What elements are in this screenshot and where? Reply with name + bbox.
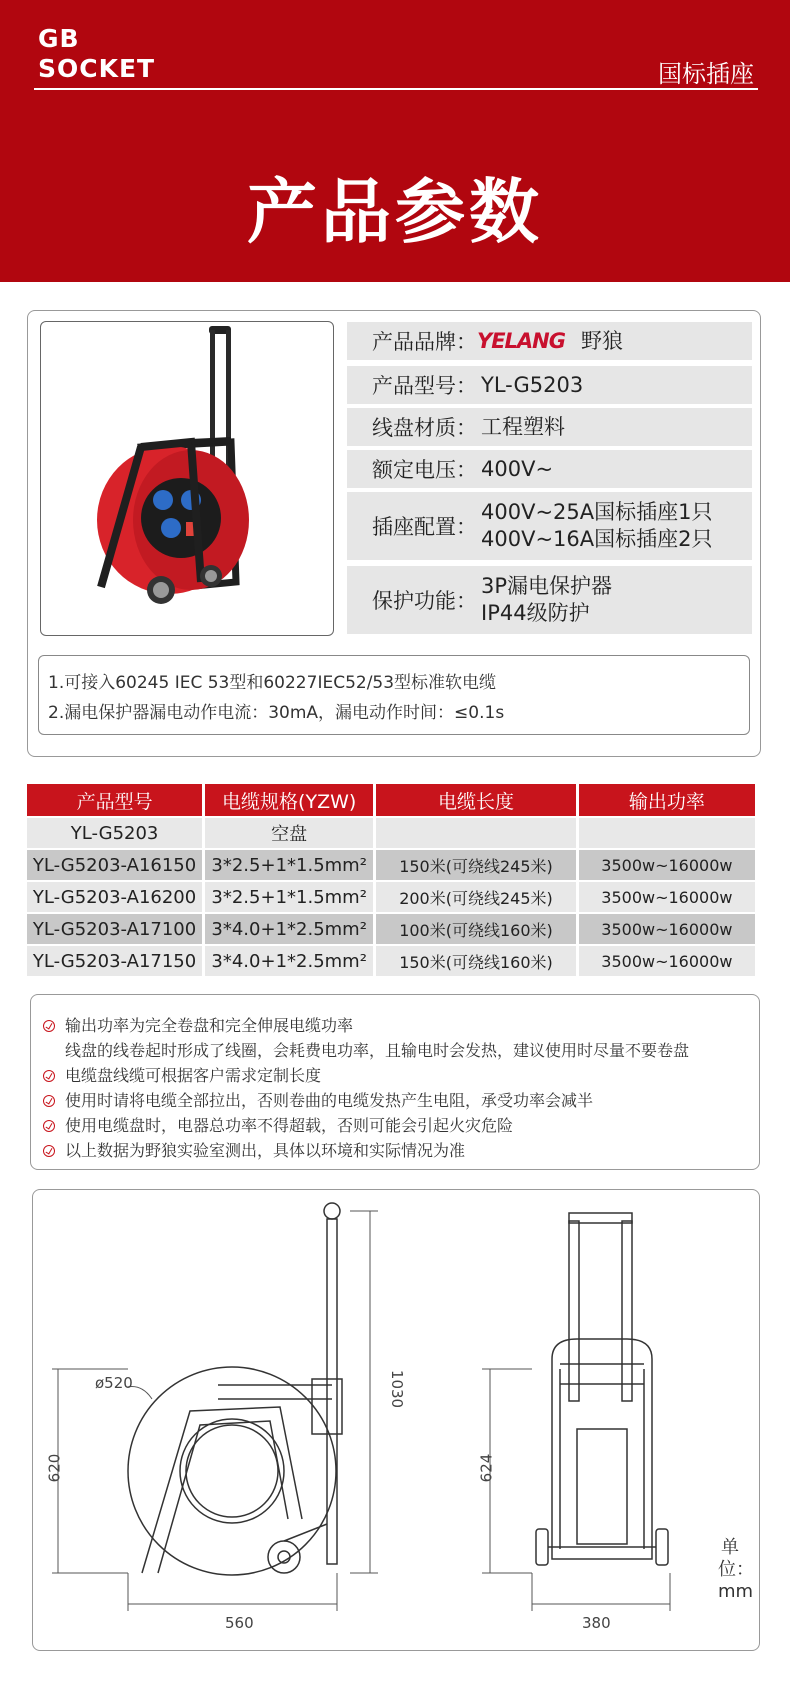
- spec-value: 400V~: [481, 456, 554, 481]
- table-cell: 3*2.5+1*1.5mm²: [205, 850, 373, 880]
- table-cell: 100米(可绕线160米): [376, 914, 576, 944]
- usage-note: [43, 1113, 759, 1138]
- spec-value: 工程塑料: [481, 414, 565, 439]
- spec-value: [481, 499, 713, 553]
- check-circle-icon: [43, 1120, 55, 1132]
- spec-label: 额定电压：: [372, 458, 477, 482]
- usage-note: [43, 1063, 759, 1088]
- table-cell: 3500w~16000w: [579, 850, 755, 880]
- table-header: 电缆长度: [376, 784, 576, 816]
- header-banner: [0, 0, 790, 282]
- dim-side-width: 560: [225, 1614, 254, 1632]
- spec-voltage-row: [347, 450, 752, 488]
- spec-value-line1: 3P漏电保护器: [481, 574, 613, 598]
- table-row: [27, 882, 755, 912]
- usage-note: [43, 1138, 759, 1163]
- usage-note: [43, 1088, 759, 1113]
- table-row: [27, 946, 755, 976]
- usage-notes-panel: [30, 994, 760, 1170]
- unit-label: 单位：mm: [718, 1537, 754, 1602]
- table-cell: YL-G5203: [27, 818, 202, 848]
- spec-notes: [38, 655, 750, 735]
- spec-value-line2: 400V~16A国标插座2只: [481, 527, 713, 551]
- product-photo: [40, 321, 334, 636]
- spec-brand-row: [347, 322, 752, 360]
- check-circle-icon: [43, 1145, 55, 1157]
- spec-label: 保护功能：: [372, 589, 477, 613]
- tagline: 国标插座: [658, 60, 754, 88]
- page-title: 产品参数: [247, 171, 543, 253]
- table-cell: 3*4.0+1*2.5mm²: [205, 946, 373, 976]
- check-circle-icon: [43, 1070, 55, 1082]
- usage-note-text: 电缆盘线缆可根据客户需求定制长度: [65, 1066, 322, 1085]
- table-cell: 3500w~16000w: [579, 914, 755, 944]
- usage-note-text: 以上数据为野狼实验室测出，具体以环境和实际情况为准: [65, 1141, 466, 1160]
- table-cell: 空盘: [205, 818, 373, 848]
- table-cell: YL-G5203-A16200: [27, 882, 202, 912]
- spec-value-line2: IP44级防护: [481, 601, 590, 625]
- table-cell: 3*4.0+1*2.5mm²: [205, 914, 373, 944]
- header-divider: [34, 88, 758, 90]
- spec-value-line1: 400V~25A国标插座1只: [481, 500, 713, 524]
- table-cell: [376, 818, 576, 848]
- dimension-drawing: [32, 1189, 760, 1651]
- brand-line1: GB: [38, 24, 80, 53]
- usage-note-text: 使用电缆盘时，电器总功率不得超载，否则可能会引起火灾危险: [65, 1116, 514, 1135]
- model-table: [24, 782, 758, 978]
- brand-line2: SOCKET: [38, 54, 156, 83]
- check-circle-icon: [43, 1020, 55, 1032]
- brand-logo: [38, 24, 155, 84]
- table-row: [27, 850, 755, 880]
- table-cell: YL-G5203-A17100: [27, 914, 202, 944]
- spec-value: [481, 573, 612, 627]
- spec-protection-row: [347, 566, 752, 634]
- check-circle-icon: [43, 1095, 55, 1107]
- dim-front-width: 380: [582, 1614, 611, 1632]
- yelang-logo: YELANG: [477, 329, 565, 353]
- spec-note: 1.可接入60245 IEC 53型和60227IEC52/53型标准软电缆: [48, 673, 497, 693]
- spec-label: 线盘材质：: [372, 416, 477, 440]
- table-row: [27, 818, 755, 848]
- spec-label: 插座配置：: [372, 515, 477, 539]
- dim-diameter: ø520: [95, 1374, 133, 1392]
- table-cell: 150米(可绕线160米): [376, 946, 576, 976]
- table-cell: 3500w~16000w: [579, 882, 755, 912]
- usage-note-text: 使用时请将电缆全部拉出，否则卷曲的电缆发热产生电阻，承受功率会减半: [65, 1091, 594, 1110]
- table-cell: 150米(可绕线245米): [376, 850, 576, 880]
- table-row: [27, 914, 755, 944]
- spec-value: YL-G5203: [481, 372, 584, 397]
- usage-note: [43, 1013, 759, 1063]
- table-header-row: [27, 784, 755, 816]
- spec-note: 2.漏电保护器漏电动作电流：30mA，漏电动作时间：≤0.1s: [48, 703, 505, 723]
- table-cell: [579, 818, 755, 848]
- table-header: 产品型号: [27, 784, 202, 816]
- table-cell: 3500w~16000w: [579, 946, 755, 976]
- usage-note-text: 输出功率为完全卷盘和完全伸展电缆功率: [65, 1016, 354, 1035]
- dim-side-height: 620: [45, 1453, 64, 1483]
- spec-material-row: [347, 408, 752, 446]
- dim-total-height: 1030: [388, 1369, 407, 1409]
- spec-label: 产品型号：: [372, 374, 477, 398]
- spec-model-row: [347, 366, 752, 404]
- usage-note-text: 线盘的线卷起时形成了线圈，会耗费电功率，且输电时会发热，建议使用时尽量不要卷盘: [65, 1041, 690, 1060]
- spec-label: 产品品牌：: [372, 330, 477, 354]
- table-cell: YL-G5203-A16150: [27, 850, 202, 880]
- table-cell: 200米(可绕线245米): [376, 882, 576, 912]
- table-header: 输出功率: [579, 784, 755, 816]
- table-header: 电缆规格(YZW): [205, 784, 373, 816]
- spec-socket-row: [347, 492, 752, 560]
- dim-front-height: 624: [477, 1453, 496, 1483]
- table-cell: 3*2.5+1*1.5mm²: [205, 882, 373, 912]
- table-cell: YL-G5203-A17150: [27, 946, 202, 976]
- spec-value: 野狼: [581, 328, 623, 353]
